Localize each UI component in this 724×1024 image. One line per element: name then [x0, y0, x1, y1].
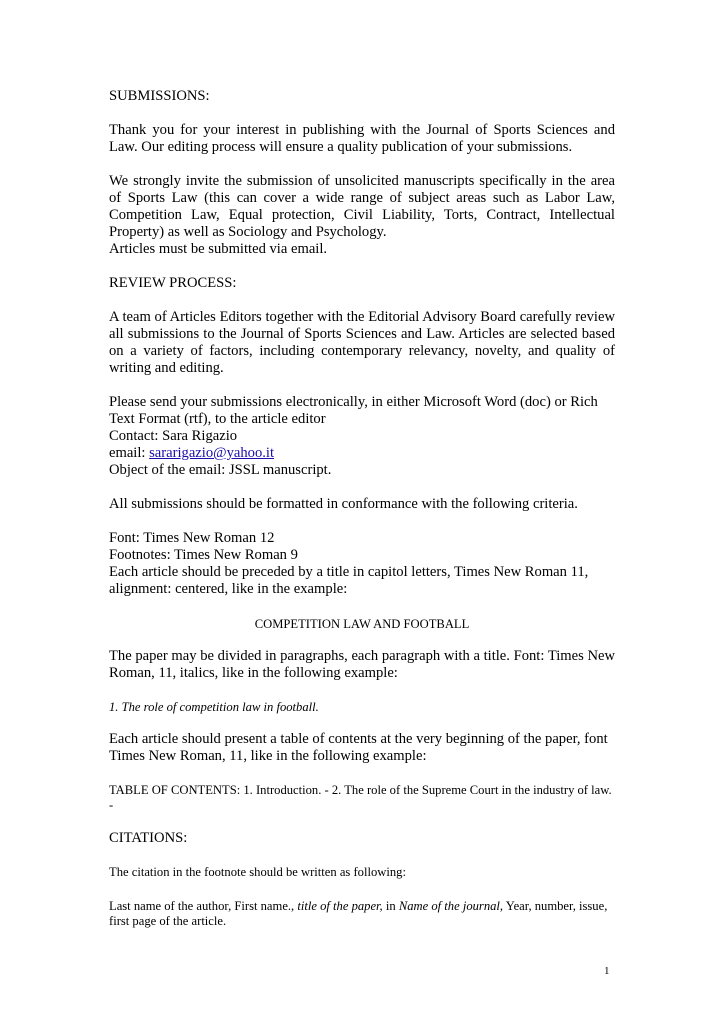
footnotes-line: Footnotes: Times New Roman 9	[109, 547, 298, 563]
citations-heading: CITATIONS:	[109, 830, 188, 846]
citation-title-italic: title of the paper,	[297, 899, 383, 913]
email-label: email:	[109, 445, 150, 461]
submissions-heading: SUBMISSIONS:	[109, 88, 210, 104]
citation-journal-italic: Name of the journal,	[398, 899, 504, 913]
review-process-heading: REVIEW PROCESS:	[109, 275, 237, 291]
page-number: 1	[604, 965, 610, 977]
citations-intro: The citation in the footnote should be written as following:	[109, 865, 406, 879]
email-line	[109, 445, 615, 462]
toc-example: TABLE OF CONTENTS: 1. Introduction. - 2. The role of the Supreme Court in the industry of law. -	[109, 783, 612, 812]
contact-line: Contact: Sara Rigazio	[109, 428, 238, 444]
document-page	[109, 88, 615, 929]
thank-you-paragraph: Thank you for your interest in publishing with the Journal of Sports Sciences and Law. Our editing process will ensure a quality publication of your submissions.	[109, 122, 615, 155]
font-line: Font: Times New Roman 12	[109, 530, 275, 546]
citation-format	[109, 899, 615, 929]
title-example: COMPETITION LAW AND FOOTBALL	[254, 617, 470, 631]
formatting-criteria-line: All submissions should be formatted in conformance with the following criteria.	[109, 496, 578, 512]
paragraph-title-example: 1. The role of competition law in football.	[109, 700, 319, 714]
send-submissions-line-2: Text Format (rtf), to the article editor	[109, 411, 326, 427]
send-submissions-line-1: Please send your submissions electronically, in either Microsoft Word (doc) or Rich	[109, 394, 598, 410]
citation-part-1: Last name of the author, First name.,	[109, 899, 298, 913]
citation-part-3: Year, number, issue, first page of the article.	[109, 899, 608, 928]
paragraph-rule-paragraph: The paper may be divided in paragraphs, each paragraph with a title. Font: Times New Roman, 11, italics, like in the following example:	[109, 648, 615, 681]
via-email-line: Articles must be submitted via email.	[109, 241, 328, 257]
email-object-line: Object of the email: JSSL manuscript.	[109, 462, 332, 478]
citation-part-2: in	[382, 899, 399, 913]
email-link[interactable]: sararigazio@yahoo.it	[149, 445, 274, 461]
toc-rule-paragraph: Each article should present a table of contents at the very beginning of the paper, font Times New Roman, 11, like in the following example:	[109, 731, 608, 764]
invite-paragraph: We strongly invite the submission of unsolicited manuscripts specifically in the area of Sports Law (this can cover a wide range of subject areas such as Labor Law, Competition Law, Equal protection, Civil Liability, Torts, Contract, Intellectual Property) as well as Sociology and Psychology.	[109, 173, 615, 240]
review-team-paragraph: A team of Articles Editors together with the Editorial Advisory Board carefully review all submissions to the Journal of Sports Sciences and Law. Articles are selected based on a variety of factors, including contemporary relevancy, novelty, and quality of writing and editing.	[109, 309, 615, 376]
title-rule-paragraph: Each article should be preceded by a title in capitol letters, Times New Roman 11, alignment: centered, like in the example:	[109, 564, 589, 597]
